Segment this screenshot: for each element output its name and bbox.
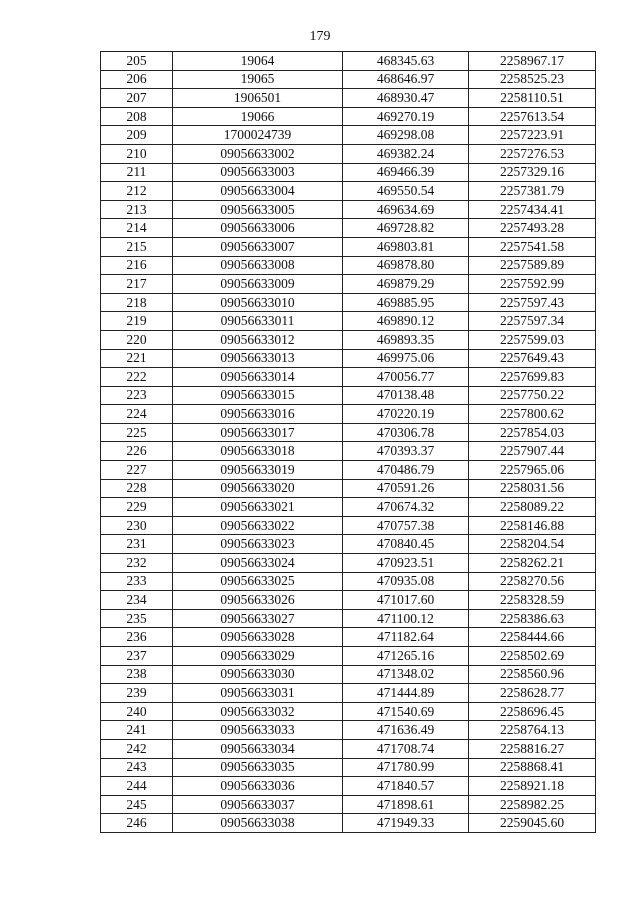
y-coordinate-cell: 2258386.63 bbox=[469, 609, 596, 628]
table-row bbox=[101, 647, 596, 666]
point-id-cell: 09056633036 bbox=[173, 777, 343, 796]
row-index-cell: 217 bbox=[101, 275, 173, 294]
x-coordinate-cell: 471708.74 bbox=[343, 739, 469, 758]
row-index-cell: 211 bbox=[101, 163, 173, 182]
point-id-cell: 09056633032 bbox=[173, 702, 343, 721]
table-row bbox=[101, 777, 596, 796]
y-coordinate-cell: 2257541.58 bbox=[469, 237, 596, 256]
table-row bbox=[101, 442, 596, 461]
point-id-cell: 09056633027 bbox=[173, 609, 343, 628]
row-index-cell: 218 bbox=[101, 293, 173, 312]
row-index-cell: 206 bbox=[101, 70, 173, 89]
table-row bbox=[101, 144, 596, 163]
row-index-cell: 226 bbox=[101, 442, 173, 461]
table-row bbox=[101, 89, 596, 108]
table-row bbox=[101, 535, 596, 554]
y-coordinate-cell: 2258525.23 bbox=[469, 70, 596, 89]
row-index-cell: 235 bbox=[101, 609, 173, 628]
y-coordinate-cell: 2257381.79 bbox=[469, 182, 596, 201]
y-coordinate-cell: 2257493.28 bbox=[469, 219, 596, 238]
row-index-cell: 238 bbox=[101, 665, 173, 684]
point-id-cell: 09056633030 bbox=[173, 665, 343, 684]
x-coordinate-cell: 469885.95 bbox=[343, 293, 469, 312]
y-coordinate-cell: 2257597.34 bbox=[469, 312, 596, 331]
x-coordinate-cell: 470393.37 bbox=[343, 442, 469, 461]
row-index-cell: 230 bbox=[101, 516, 173, 535]
x-coordinate-cell: 471100.12 bbox=[343, 609, 469, 628]
row-index-cell: 219 bbox=[101, 312, 173, 331]
y-coordinate-cell: 2258868.41 bbox=[469, 758, 596, 777]
table-row bbox=[101, 591, 596, 610]
x-coordinate-cell: 469893.35 bbox=[343, 330, 469, 349]
point-id-cell: 09056633002 bbox=[173, 144, 343, 163]
row-index-cell: 215 bbox=[101, 237, 173, 256]
y-coordinate-cell: 2257276.53 bbox=[469, 144, 596, 163]
row-index-cell: 229 bbox=[101, 498, 173, 517]
row-index-cell: 212 bbox=[101, 182, 173, 201]
x-coordinate-cell: 470220.19 bbox=[343, 405, 469, 424]
row-index-cell: 220 bbox=[101, 330, 173, 349]
point-id-cell: 09056633015 bbox=[173, 386, 343, 405]
point-id-cell: 09056633026 bbox=[173, 591, 343, 610]
x-coordinate-cell: 470591.26 bbox=[343, 479, 469, 498]
coordinates-table bbox=[100, 51, 596, 833]
y-coordinate-cell: 2258967.17 bbox=[469, 52, 596, 71]
table-row bbox=[101, 516, 596, 535]
y-coordinate-cell: 2258696.45 bbox=[469, 702, 596, 721]
x-coordinate-cell: 471636.49 bbox=[343, 721, 469, 740]
y-coordinate-cell: 2258146.88 bbox=[469, 516, 596, 535]
x-coordinate-cell: 469728.82 bbox=[343, 219, 469, 238]
point-id-cell: 09056633035 bbox=[173, 758, 343, 777]
table-row bbox=[101, 554, 596, 573]
y-coordinate-cell: 2257329.16 bbox=[469, 163, 596, 182]
row-index-cell: 225 bbox=[101, 423, 173, 442]
x-coordinate-cell: 470306.78 bbox=[343, 423, 469, 442]
x-coordinate-cell: 470840.45 bbox=[343, 535, 469, 554]
row-index-cell: 237 bbox=[101, 647, 173, 666]
table-row bbox=[101, 814, 596, 833]
x-coordinate-cell: 470757.38 bbox=[343, 516, 469, 535]
table-row bbox=[101, 758, 596, 777]
row-index-cell: 231 bbox=[101, 535, 173, 554]
row-index-cell: 236 bbox=[101, 628, 173, 647]
point-id-cell: 09056633019 bbox=[173, 461, 343, 480]
y-coordinate-cell: 2258628.77 bbox=[469, 684, 596, 703]
table-row bbox=[101, 795, 596, 814]
y-coordinate-cell: 2258816.27 bbox=[469, 739, 596, 758]
point-id-cell: 09056633006 bbox=[173, 219, 343, 238]
table-row bbox=[101, 461, 596, 480]
x-coordinate-cell: 471540.69 bbox=[343, 702, 469, 721]
row-index-cell: 227 bbox=[101, 461, 173, 480]
x-coordinate-cell: 470923.51 bbox=[343, 554, 469, 573]
row-index-cell: 243 bbox=[101, 758, 173, 777]
y-coordinate-cell: 2258110.51 bbox=[469, 89, 596, 108]
row-index-cell: 240 bbox=[101, 702, 173, 721]
point-id-cell: 09056633003 bbox=[173, 163, 343, 182]
y-coordinate-cell: 2258560.96 bbox=[469, 665, 596, 684]
y-coordinate-cell: 2258444.66 bbox=[469, 628, 596, 647]
y-coordinate-cell: 2258031.56 bbox=[469, 479, 596, 498]
point-id-cell: 09056633024 bbox=[173, 554, 343, 573]
x-coordinate-cell: 469466.39 bbox=[343, 163, 469, 182]
x-coordinate-cell: 469550.54 bbox=[343, 182, 469, 201]
row-index-cell: 242 bbox=[101, 739, 173, 758]
y-coordinate-cell: 2258921.18 bbox=[469, 777, 596, 796]
table-row bbox=[101, 609, 596, 628]
row-index-cell: 233 bbox=[101, 572, 173, 591]
page-number: 179 bbox=[309, 29, 331, 44]
x-coordinate-cell: 468345.63 bbox=[343, 52, 469, 71]
table-row bbox=[101, 665, 596, 684]
row-index-cell: 245 bbox=[101, 795, 173, 814]
y-coordinate-cell: 2257800.62 bbox=[469, 405, 596, 424]
y-coordinate-cell: 2257434.41 bbox=[469, 200, 596, 219]
point-id-cell: 19066 bbox=[173, 107, 343, 126]
x-coordinate-cell: 470486.79 bbox=[343, 461, 469, 480]
y-coordinate-cell: 2257649.43 bbox=[469, 349, 596, 368]
x-coordinate-cell: 469975.06 bbox=[343, 349, 469, 368]
y-coordinate-cell: 2257223.91 bbox=[469, 126, 596, 145]
x-coordinate-cell: 469270.19 bbox=[343, 107, 469, 126]
x-coordinate-cell: 470056.77 bbox=[343, 368, 469, 387]
y-coordinate-cell: 2258328.59 bbox=[469, 591, 596, 610]
table-row bbox=[101, 349, 596, 368]
x-coordinate-cell: 468646.97 bbox=[343, 70, 469, 89]
point-id-cell: 09056633020 bbox=[173, 479, 343, 498]
row-index-cell: 214 bbox=[101, 219, 173, 238]
x-coordinate-cell: 471840.57 bbox=[343, 777, 469, 796]
point-id-cell: 1700024739 bbox=[173, 126, 343, 145]
x-coordinate-cell: 471017.60 bbox=[343, 591, 469, 610]
y-coordinate-cell: 2258204.54 bbox=[469, 535, 596, 554]
x-coordinate-cell: 470138.48 bbox=[343, 386, 469, 405]
point-id-cell: 09056633029 bbox=[173, 647, 343, 666]
table-row bbox=[101, 498, 596, 517]
row-index-cell: 222 bbox=[101, 368, 173, 387]
table-row bbox=[101, 52, 596, 71]
y-coordinate-cell: 2259045.60 bbox=[469, 814, 596, 833]
point-id-cell: 09056633012 bbox=[173, 330, 343, 349]
table-row bbox=[101, 628, 596, 647]
table-row bbox=[101, 423, 596, 442]
table-row bbox=[101, 702, 596, 721]
table-row bbox=[101, 70, 596, 89]
row-index-cell: 207 bbox=[101, 89, 173, 108]
y-coordinate-cell: 2257854.03 bbox=[469, 423, 596, 442]
point-id-cell: 09056633018 bbox=[173, 442, 343, 461]
y-coordinate-cell: 2258982.25 bbox=[469, 795, 596, 814]
y-coordinate-cell: 2258089.22 bbox=[469, 498, 596, 517]
row-index-cell: 239 bbox=[101, 684, 173, 703]
table-row bbox=[101, 368, 596, 387]
x-coordinate-cell: 469382.24 bbox=[343, 144, 469, 163]
x-coordinate-cell: 469890.12 bbox=[343, 312, 469, 331]
x-coordinate-cell: 468930.47 bbox=[343, 89, 469, 108]
point-id-cell: 19064 bbox=[173, 52, 343, 71]
table-row bbox=[101, 330, 596, 349]
point-id-cell: 09056633010 bbox=[173, 293, 343, 312]
table-row bbox=[101, 293, 596, 312]
x-coordinate-cell: 470674.32 bbox=[343, 498, 469, 517]
row-index-cell: 224 bbox=[101, 405, 173, 424]
table-row bbox=[101, 163, 596, 182]
y-coordinate-cell: 2258502.69 bbox=[469, 647, 596, 666]
point-id-cell: 09056633021 bbox=[173, 498, 343, 517]
x-coordinate-cell: 471898.61 bbox=[343, 795, 469, 814]
table-row bbox=[101, 182, 596, 201]
x-coordinate-cell: 469298.08 bbox=[343, 126, 469, 145]
row-index-cell: 232 bbox=[101, 554, 173, 573]
point-id-cell: 09056633008 bbox=[173, 256, 343, 275]
x-coordinate-cell: 469803.81 bbox=[343, 237, 469, 256]
table-row bbox=[101, 684, 596, 703]
point-id-cell: 09056633025 bbox=[173, 572, 343, 591]
point-id-cell: 09056633037 bbox=[173, 795, 343, 814]
y-coordinate-cell: 2257750.22 bbox=[469, 386, 596, 405]
y-coordinate-cell: 2257592.99 bbox=[469, 275, 596, 294]
row-index-cell: 244 bbox=[101, 777, 173, 796]
x-coordinate-cell: 471949.33 bbox=[343, 814, 469, 833]
row-index-cell: 223 bbox=[101, 386, 173, 405]
point-id-cell: 1906501 bbox=[173, 89, 343, 108]
y-coordinate-cell: 2257599.03 bbox=[469, 330, 596, 349]
y-coordinate-cell: 2257907.44 bbox=[469, 442, 596, 461]
point-id-cell: 09056633022 bbox=[173, 516, 343, 535]
table-row bbox=[101, 721, 596, 740]
row-index-cell: 205 bbox=[101, 52, 173, 71]
x-coordinate-cell: 469634.69 bbox=[343, 200, 469, 219]
point-id-cell: 09056633034 bbox=[173, 739, 343, 758]
point-id-cell: 09056633013 bbox=[173, 349, 343, 368]
table-row bbox=[101, 739, 596, 758]
point-id-cell: 09056633014 bbox=[173, 368, 343, 387]
table-row bbox=[101, 107, 596, 126]
row-index-cell: 241 bbox=[101, 721, 173, 740]
y-coordinate-cell: 2257597.43 bbox=[469, 293, 596, 312]
table-row bbox=[101, 126, 596, 145]
table-row bbox=[101, 479, 596, 498]
table-row bbox=[101, 219, 596, 238]
x-coordinate-cell: 471182.64 bbox=[343, 628, 469, 647]
x-coordinate-cell: 471780.99 bbox=[343, 758, 469, 777]
coordinates-table-body bbox=[101, 52, 596, 833]
point-id-cell: 09056633031 bbox=[173, 684, 343, 703]
row-index-cell: 213 bbox=[101, 200, 173, 219]
point-id-cell: 09056633028 bbox=[173, 628, 343, 647]
y-coordinate-cell: 2257965.06 bbox=[469, 461, 596, 480]
table-row bbox=[101, 200, 596, 219]
point-id-cell: 09056633004 bbox=[173, 182, 343, 201]
y-coordinate-cell: 2258270.56 bbox=[469, 572, 596, 591]
row-index-cell: 210 bbox=[101, 144, 173, 163]
point-id-cell: 09056633009 bbox=[173, 275, 343, 294]
point-id-cell: 09056633007 bbox=[173, 237, 343, 256]
table-row bbox=[101, 256, 596, 275]
y-coordinate-cell: 2258764.13 bbox=[469, 721, 596, 740]
point-id-cell: 19065 bbox=[173, 70, 343, 89]
row-index-cell: 209 bbox=[101, 126, 173, 145]
y-coordinate-cell: 2257699.83 bbox=[469, 368, 596, 387]
row-index-cell: 246 bbox=[101, 814, 173, 833]
table-row bbox=[101, 386, 596, 405]
x-coordinate-cell: 471348.02 bbox=[343, 665, 469, 684]
point-id-cell: 09056633038 bbox=[173, 814, 343, 833]
x-coordinate-cell: 470935.08 bbox=[343, 572, 469, 591]
point-id-cell: 09056633011 bbox=[173, 312, 343, 331]
point-id-cell: 09056633016 bbox=[173, 405, 343, 424]
point-id-cell: 09056633023 bbox=[173, 535, 343, 554]
row-index-cell: 228 bbox=[101, 479, 173, 498]
table-row bbox=[101, 572, 596, 591]
y-coordinate-cell: 2257589.89 bbox=[469, 256, 596, 275]
row-index-cell: 234 bbox=[101, 591, 173, 610]
row-index-cell: 208 bbox=[101, 107, 173, 126]
x-coordinate-cell: 469878.80 bbox=[343, 256, 469, 275]
point-id-cell: 09056633005 bbox=[173, 200, 343, 219]
x-coordinate-cell: 471444.89 bbox=[343, 684, 469, 703]
table-row bbox=[101, 405, 596, 424]
table-row bbox=[101, 275, 596, 294]
point-id-cell: 09056633033 bbox=[173, 721, 343, 740]
table-row bbox=[101, 237, 596, 256]
y-coordinate-cell: 2257613.54 bbox=[469, 107, 596, 126]
y-coordinate-cell: 2258262.21 bbox=[469, 554, 596, 573]
row-index-cell: 221 bbox=[101, 349, 173, 368]
x-coordinate-cell: 471265.16 bbox=[343, 647, 469, 666]
x-coordinate-cell: 469879.29 bbox=[343, 275, 469, 294]
table-row bbox=[101, 312, 596, 331]
point-id-cell: 09056633017 bbox=[173, 423, 343, 442]
row-index-cell: 216 bbox=[101, 256, 173, 275]
